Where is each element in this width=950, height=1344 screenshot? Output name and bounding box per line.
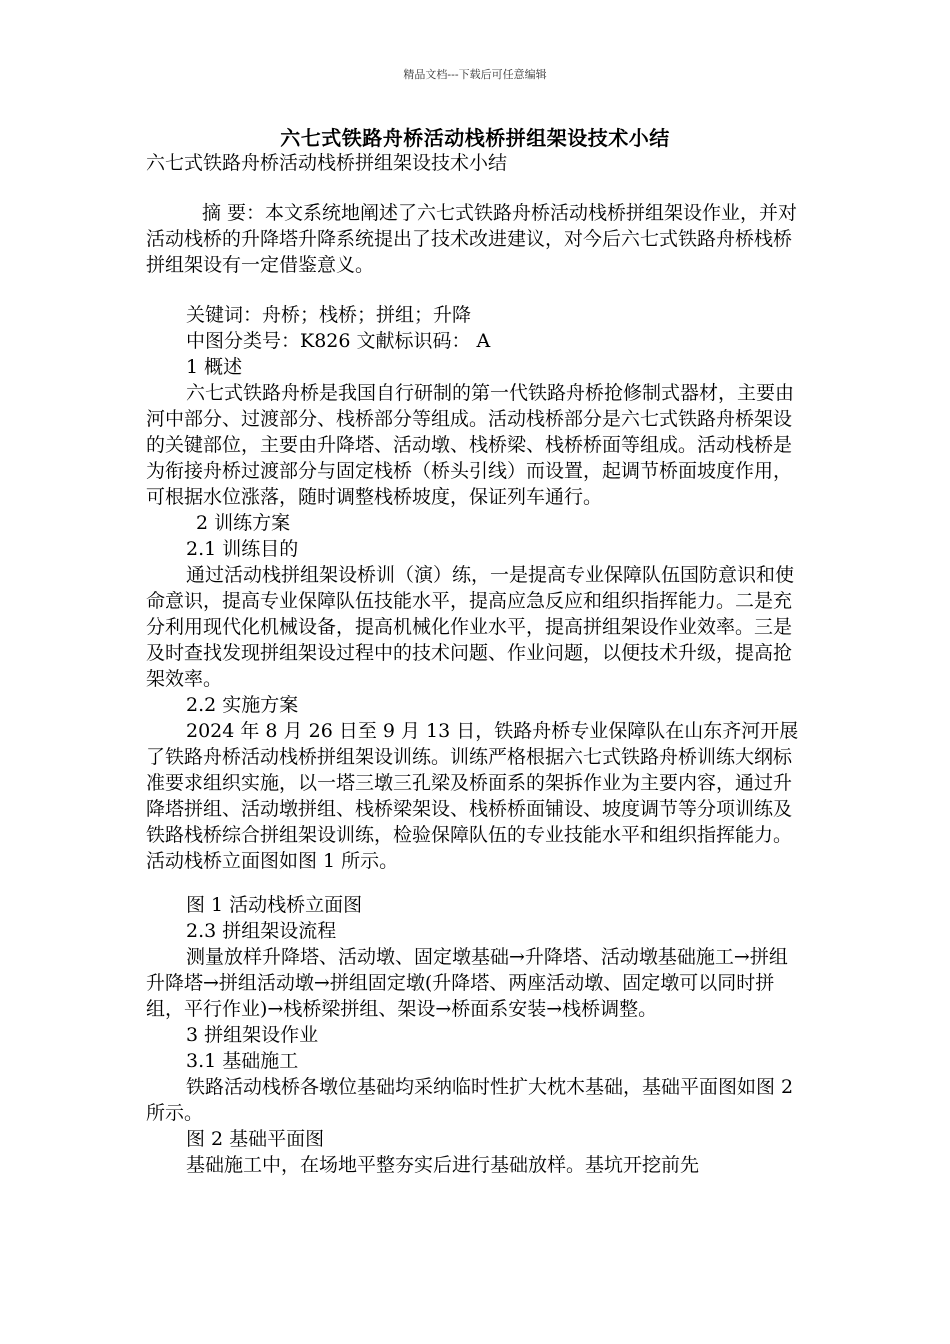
body-paragraph: 2024 年 8 月 26 日至 9 月 13 日，铁路舟桥专业保障队在山东齐河开展了铁路舟桥活动栈桥拼组架设训练。训练严格根据六七式铁路舟桥训练大纲标准要求组织实施，以一塔三墩三孔梁及桥面系的架拆作业为主要内容，通过升降塔拼组、活动墩拼组、栈桥梁架设、栈桥桥面铺设、坡度调节等分项训练及铁路栈桥综合拼组架设训练，检验保障队伍的专业技能水平和组织指挥能力。活动栈桥立面图如图 1 所示。 xyxy=(146,720,799,872)
keywords-line: 关键词：舟桥；栈桥；拼组；升降 xyxy=(186,304,472,326)
document-title: 六七式铁路舟桥活动栈桥拼组架设技术小结 xyxy=(280,126,670,150)
subsection-heading-3-1: 3.1 基础施工 xyxy=(186,1050,299,1072)
subtitle-paragraph: 六七式铁路舟桥活动栈桥拼组架设技术小结 xyxy=(146,152,508,174)
page-header: 精品文档---下载后可任意编辑 xyxy=(403,68,547,81)
section-heading-3: 3 拼组架设作业 xyxy=(186,1024,319,1046)
figure-caption-2: 图 2 基础平面图 xyxy=(186,1128,325,1150)
classification-line: 中图分类号：K826 文献标识码： A xyxy=(186,330,491,352)
abstract-paragraph: 摘 要：本文系统地阐述了六七式铁路舟桥活动栈桥拼组架设作业，并对活动栈桥的升降塔升降系统提出了技术改进建议，对今后六七式铁路舟桥栈桥拼组架设有一定借鉴意义。 xyxy=(146,202,798,276)
subsection-heading-2-1: 2.1 训练目的 xyxy=(186,538,299,560)
body-paragraph: 通过活动栈拼组架设桥训（演）练，一是提高专业保障队伍国防意识和使命意识，提高专业保障队伍技能水平，提高应急反应和组织指挥能力。二是充分利用现代化机械设备，提高机械化作业水平，提高拼组架设作业效率。三是及时查找发现拼组架设过程中的技术问题、作业问题，以便技术升级，提高抢架效率。 xyxy=(146,564,795,690)
body-paragraph: 基础施工中，在场地平整夯实后进行基础放样。基坑开挖前先 xyxy=(186,1154,700,1176)
section-heading-1: 1 概述 xyxy=(186,356,243,378)
subsection-heading-2-2: 2.2 实施方案 xyxy=(186,694,299,716)
subsection-heading-2-3: 2.3 拼组架设流程 xyxy=(186,920,337,942)
body-paragraph: 测量放样升降塔、活动墩、固定墩基础→升降塔、活动墩基础施工→拼组升降塔→拼组活动墩→拼组固定墩(升降塔、两座活动墩、固定墩可以同时拼组，平行作业)→栈桥梁拼组、架设→桥面系安装→栈桥调整。 xyxy=(146,946,788,1020)
body-paragraph: 铁路活动栈桥各墩位基础均采纳临时性扩大枕木基础，基础平面图如图 2 所示。 xyxy=(146,1076,794,1124)
figure-caption-1: 图 1 活动栈桥立面图 xyxy=(186,894,363,916)
section-heading-2: 2 训练方案 xyxy=(196,512,291,534)
body-paragraph: 六七式铁路舟桥是我国自行研制的第一代铁路舟桥抢修制式器材，主要由河中部分、过渡部分、栈桥部分等组成。活动栈桥部分是六七式铁路舟桥架设的关键部位，主要由升降塔、活动墩、栈桥梁、栈桥桥面等组成。活动栈桥是为衔接舟桥过渡部分与固定栈桥（桥头引线）而设置，起调节桥面坡度作用，可根据水位涨落，随时调整栈桥坡度，保证列车通行。 xyxy=(146,382,795,508)
document-body xyxy=(146,150,806,1178)
